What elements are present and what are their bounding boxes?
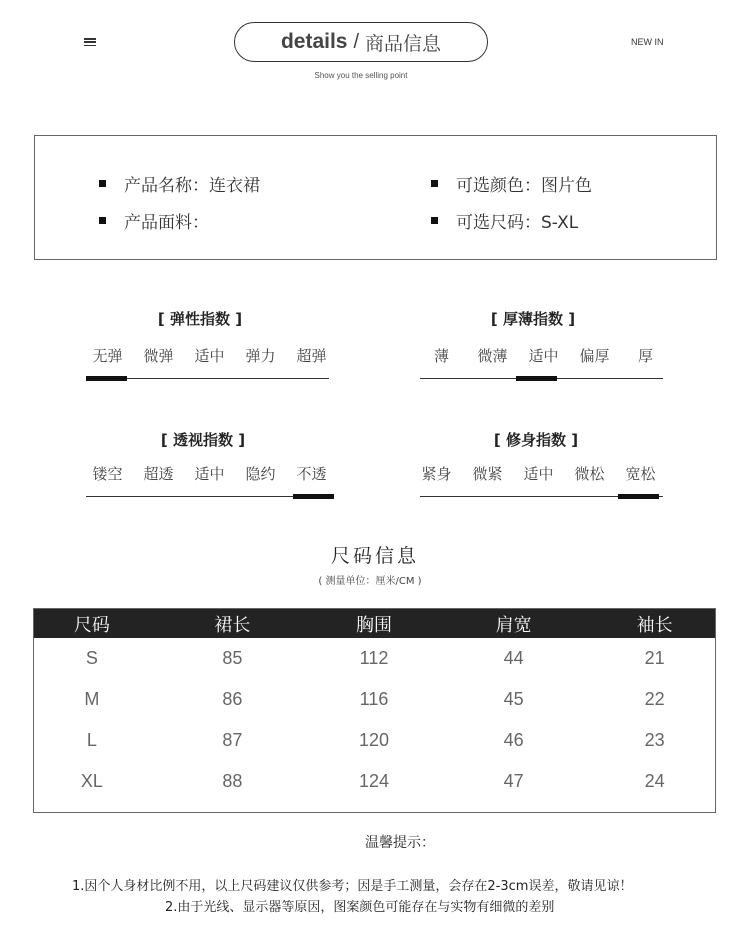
table-cell: 85	[222, 648, 243, 668]
subtitle: Show you the selling point	[314, 71, 408, 80]
thickness-title: [ 厚薄指数 ]	[490, 310, 576, 328]
fit-options	[411, 463, 666, 484]
transparency-option: 超透	[143, 465, 174, 483]
info-product-size: 可选尺码：S-XL	[431, 208, 578, 233]
thickness-option: 适中	[528, 347, 559, 365]
transparency-option: 镂空	[92, 465, 123, 483]
header-cell: 裙长	[214, 614, 251, 636]
page-title	[234, 22, 488, 62]
table-cell: 22	[644, 689, 665, 709]
size-info-title: 尺码信息	[330, 545, 419, 567]
fit-marker	[618, 494, 659, 499]
info-product-name: 产品名称：连衣裙	[99, 171, 260, 196]
header-cell: 袖长	[636, 614, 673, 636]
transparency-marker	[293, 494, 334, 499]
table-cell: L	[86, 730, 97, 750]
table-cell: 47	[503, 771, 524, 791]
table-cell: 45	[503, 689, 524, 709]
elasticity-option: 超弹	[296, 347, 327, 365]
header-cell: 胸围	[356, 614, 392, 636]
size-table	[33, 608, 716, 813]
bullet-icon	[431, 217, 438, 224]
thickness-option: 微薄	[477, 347, 508, 365]
elasticity-option: 适中	[194, 347, 225, 365]
transparency-option: 隐约	[245, 465, 276, 483]
table-cell: XL	[80, 771, 103, 791]
table-row	[34, 761, 715, 802]
elasticity-option: 无弹	[92, 347, 123, 365]
table-cell: 116	[359, 689, 389, 709]
thickness-options	[416, 345, 671, 366]
elasticity-marker	[86, 376, 127, 381]
elasticity-option: 微弹	[143, 347, 174, 365]
bullet-icon	[431, 180, 438, 187]
thickness-marker	[516, 376, 557, 381]
table-cell: 120	[358, 730, 390, 750]
table-cell: 23	[644, 730, 665, 750]
title-en: details	[280, 30, 348, 53]
tips-title: 温馨提示：	[365, 835, 435, 851]
table-row	[34, 720, 715, 761]
table-cell: 21	[644, 648, 665, 668]
elasticity-title: [ 弹性指数 ]	[157, 310, 243, 328]
bullet-icon	[99, 217, 106, 224]
table-cell: 88	[222, 771, 243, 791]
transparency-option: 不透	[296, 465, 327, 483]
product-info-box	[34, 135, 717, 260]
table-row	[34, 638, 715, 679]
fit-option: 宽松	[625, 465, 656, 483]
tip-line-2: 2.由于光线、显示器等原因，图案颜色可能存在与实物有细微的差别	[165, 900, 555, 915]
transparency-title: [ 透视指数 ]	[160, 431, 246, 449]
fit-option: 微紧	[472, 465, 503, 483]
info-product-color: 可选颜色：图片色	[431, 171, 592, 196]
elasticity-options	[82, 345, 337, 366]
table-cell: S	[85, 648, 98, 668]
size-info-unit: ( 测量单位：厘米/CM )	[318, 576, 422, 587]
header-cell: 肩宽	[495, 614, 532, 636]
thickness-option: 偏厚	[579, 347, 610, 365]
thickness-option: 薄	[433, 347, 449, 365]
new-in-label: NEW IN	[631, 37, 664, 47]
bullet-icon	[99, 180, 106, 187]
title-separator: /	[353, 30, 360, 53]
header-cell: 尺码	[73, 614, 110, 636]
size-table-header	[34, 609, 715, 638]
tip-line-1: 1.因个人身材比例不用，以上尺码建议仅供参考；因是手工测量，会存在2-3cm误差，敬请见谅！	[72, 879, 633, 894]
table-cell: 87	[222, 730, 243, 750]
fit-option: 微松	[574, 465, 605, 483]
table-cell: M	[84, 689, 100, 709]
fit-option: 紧身	[421, 465, 452, 483]
fit-option: 适中	[523, 465, 554, 483]
info-product-fabric: 产品面料：	[99, 208, 209, 233]
table-cell: 44	[503, 648, 524, 668]
table-cell: 124	[358, 771, 390, 791]
menu-icon[interactable]	[84, 38, 96, 46]
table-cell: 86	[222, 689, 243, 709]
fit-title: [ 修身指数 ]	[493, 431, 579, 449]
table-row	[34, 679, 715, 720]
thickness-option: 厚	[637, 347, 653, 365]
title-cn: 商品信息	[365, 32, 442, 55]
table-cell: 46	[503, 730, 524, 750]
table-cell: 24	[644, 771, 665, 791]
table-cell: 112	[359, 648, 389, 668]
transparency-options	[82, 463, 337, 484]
elasticity-option: 弹力	[245, 347, 276, 365]
transparency-option: 适中	[194, 465, 225, 483]
